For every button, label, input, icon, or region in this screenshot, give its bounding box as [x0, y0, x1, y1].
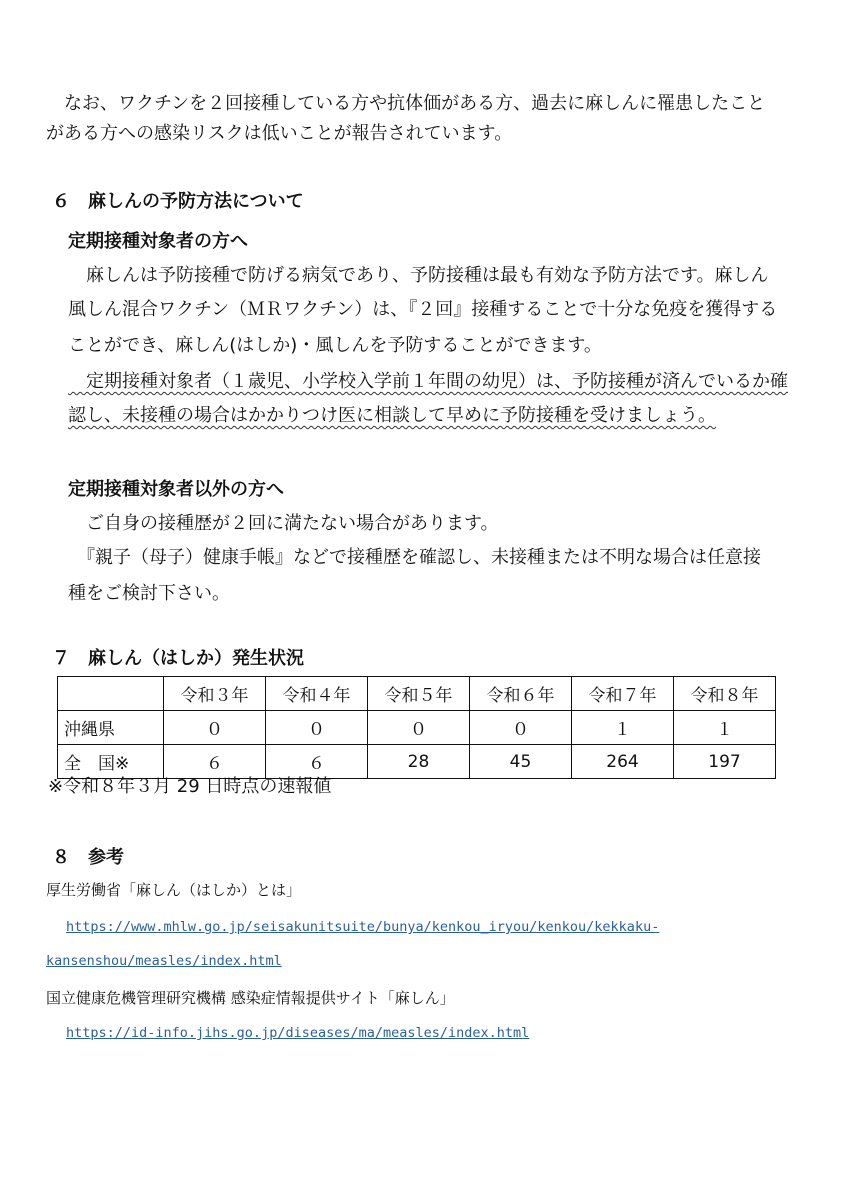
section6-sub2-p2-line1: 『親子（母子）健康手帳』などで接種歴を確認し、未接種または不明な場合は任意接 — [68, 547, 761, 568]
measles-status-table — [57, 676, 776, 779]
table-cell: 28 — [368, 745, 470, 779]
table-row — [58, 711, 776, 745]
section6-sub1-p1-line2: 風しん混合ワクチン（ＭＲワクチン）は、『２回』接種することで十分な免疫を獲得する — [68, 299, 778, 320]
table-cell: 264 — [572, 745, 674, 779]
table-header-cell: 令和４年 — [266, 677, 368, 711]
table-header-cell: 令和５年 — [368, 677, 470, 711]
table-header-cell: 令和７年 — [572, 677, 674, 711]
table-header-cell: 令和３年 — [164, 677, 266, 711]
table-header-cell — [58, 677, 164, 711]
section6-heading: ６ 麻しんの予防方法について — [52, 191, 304, 212]
section7-heading: ７ 麻しん（はしか）発生状況 — [52, 648, 304, 669]
section6-sub1-p2-line2: 認し、未接種の場合はかかりつけ医に相談して早めに予防接種を受けましょう。 — [68, 405, 716, 426]
table-cell: １ — [674, 711, 776, 745]
ref2-link[interactable]: https://id-info.jihs.go.jp/diseases/ma/measles/index.html — [66, 1025, 530, 1041]
section6-sub1-heading: 定期接種対象者の方へ — [68, 231, 248, 252]
table-row-label: 全 国※ — [58, 745, 164, 779]
table-row-label: 沖縄県 — [58, 711, 164, 745]
table-cell: ０ — [368, 711, 470, 745]
table-header-cell: 令和６年 — [470, 677, 572, 711]
table-row — [58, 745, 776, 779]
table-cell: 197 — [674, 745, 776, 779]
table-cell: 45 — [470, 745, 572, 779]
section8-heading: ８ 参考 — [52, 847, 124, 868]
section6-sub1-p1-line3: ことができ、麻しん(はしか)・風しんを予防することができます。 — [68, 335, 602, 356]
ref1-title: 厚生労働省「麻しん（はしか）とは」 — [46, 881, 302, 899]
ref1-link-line1[interactable]: https://www.mhlw.go.jp/seisakunitsuite/bunya/kenkou_iryou/kenkou/kekkaku- — [66, 919, 660, 935]
table-cell: ０ — [164, 711, 266, 745]
table-cell: ０ — [266, 711, 368, 745]
table-cell: １ — [572, 711, 674, 745]
intro-line-1: なお、ワクチンを２回接種している方や抗体価がある方、過去に麻しんに罹患したこと — [46, 93, 766, 114]
table-cell: ０ — [470, 711, 572, 745]
table-note: ※令和８年３月 29 日時点の速報値 — [48, 776, 332, 797]
table-cell: ６ — [266, 745, 368, 779]
ref2-title: 国立健康危機管理研究機構 感染症情報提供サイト「麻しん」 — [46, 989, 455, 1007]
ref1-link-line2[interactable]: kansenshou/measles/index.html — [46, 953, 282, 969]
table-cell: ６ — [164, 745, 266, 779]
section6-sub2-p2-line2: 種をご検討下さい。 — [68, 583, 230, 604]
section6-sub1-p2-line1: 定期接種対象者（１歳児、小学校入学前１年間の幼児）は、予防接種が済んでいるか確 — [68, 371, 788, 392]
intro-line-2: がある方への感染リスクは低いことが報告されています。 — [46, 123, 513, 144]
section6-sub1-p1-line1: 麻しんは予防接種で防げる病気であり、予防接種は最も有効な予防方法です。麻しん — [68, 265, 769, 286]
section6-sub2-p1: ご自身の接種歴が２回に満たない場合があります。 — [68, 513, 499, 534]
section6-sub2-heading: 定期接種対象者以外の方へ — [68, 479, 284, 500]
table-header-row — [58, 677, 776, 711]
table-header-cell: 令和８年 — [674, 677, 776, 711]
